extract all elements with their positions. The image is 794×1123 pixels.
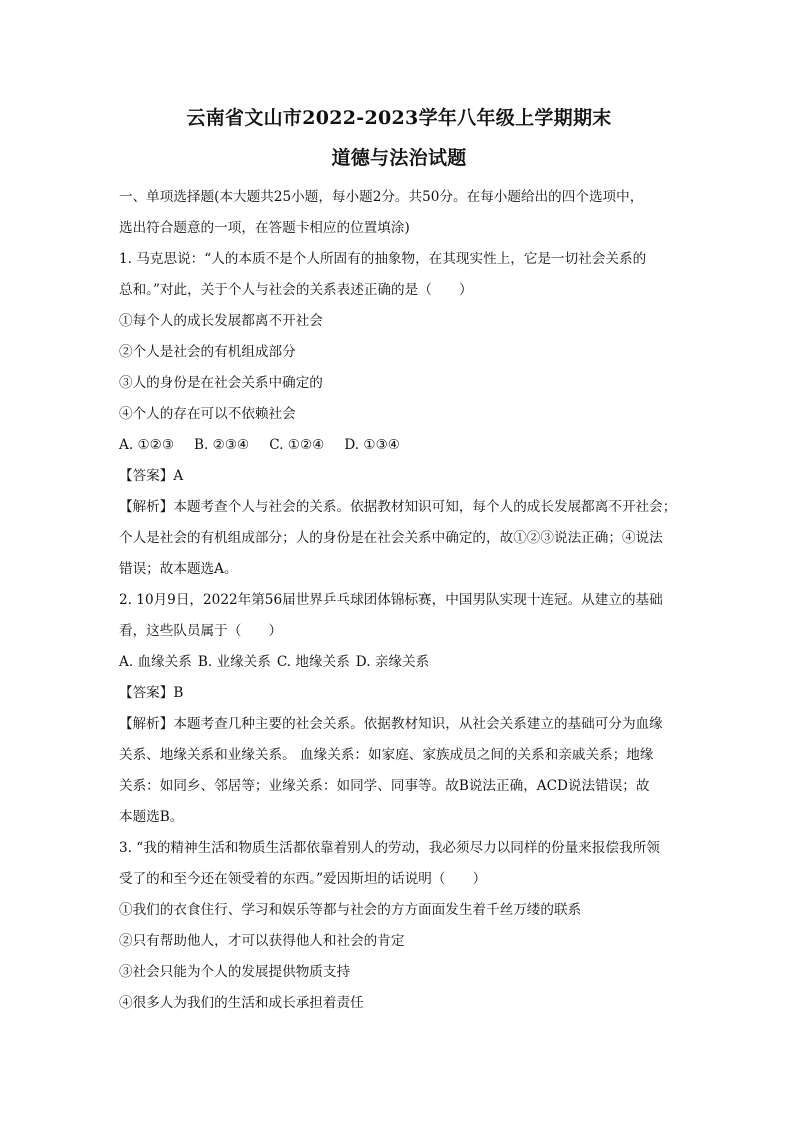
question-1-options <box>119 430 679 461</box>
question-2-option-c: C. 地缘关系 <box>276 654 350 670</box>
question-1-statement-4: ④个人的存在可以不依赖社会 <box>119 406 296 422</box>
question-3-statement-1: ①我们的衣食住行、学习和娱乐等都与社会的方方面面发生着千丝万缕的联系 <box>119 902 582 918</box>
question-1-answer: 【答案】A <box>119 468 184 484</box>
question-2-stem-line1: 2. 10月9日，2022年第56届世界乒乓球团体锦标赛，中国男队实现十连冠。从建立的基础 <box>119 592 663 608</box>
question-1-option-d: D. ①③④ <box>344 437 400 453</box>
section-heading-line1: 一、单项选择题(本大题共25小题，每小题2分。共50分。在每小题给出的四个选项中， <box>119 189 644 205</box>
question-1-analysis-line1: 【解析】本题考查个人与社会的关系。依据教材知识可知，每个人的成长发展都离不开社会； <box>119 499 677 515</box>
question-2-analysis-line1: 【解析】本题考查几种主要的社会关系。依据教材知识，从社会关系建立的基础可分为血缘 <box>119 716 663 732</box>
question-2-analysis-line4: 本题选B。 <box>119 809 184 825</box>
question-3-stem-line2: 受了的和至今还在领受着的东西。”爱因斯坦的话说明（ ） <box>119 871 487 887</box>
question-1-option-c: C. ①②④ <box>269 437 325 453</box>
question-3-statement-2: ②只有帮助他人，才可以获得他人和社会的肯定 <box>119 933 405 949</box>
question-1-option-b: B. ②③④ <box>194 437 250 453</box>
question-1-analysis-line2: 个人是社会的有机组成部分；人的身份是在社会关系中确定的，故①②③说法正确；④说法 <box>119 530 663 546</box>
question-1-statement-3: ③人的身份是在社会关系中确定的 <box>119 375 323 391</box>
document-title-line2: 道德与法治试题 <box>331 147 467 169</box>
question-1-option-a: A. ①②③ <box>119 437 175 453</box>
question-2-option-b: B. 业缘关系 <box>197 654 271 670</box>
question-3-statement-3: ③社会只能为个人的发展提供物质支持 <box>119 964 351 980</box>
section-heading-line2: 选出符合题意的一项，在答题卡相应的位置填涂) <box>119 220 410 236</box>
question-2-analysis-line2: 关系、地缘关系和业缘关系。 血缘关系：如家庭、家族成员之间的关系和亲戚关系；地缘 <box>119 747 654 763</box>
question-1-statement-2: ②个人是社会的有机组成部分 <box>119 344 296 360</box>
question-1-analysis-line3: 错误；故本题选A。 <box>119 561 238 577</box>
question-1-stem-line2: 总和。”对此，关于个人与社会的关系表述正确的是（ ） <box>119 282 473 298</box>
question-3-statement-4: ④很多人为我们的生活和成长承担着责任 <box>119 995 364 1011</box>
question-2 <box>119 585 679 833</box>
question-2-analysis-line3: 关系：如同乡、邻居等；业缘关系：如同学、同事等。故B说法正确，ACD说法错误；故 <box>119 778 650 794</box>
question-3 <box>119 833 679 1019</box>
question-2-option-a: A. 血缘关系 <box>119 654 192 670</box>
question-2-stem-line2: 看，这些队员属于（ ） <box>119 623 283 639</box>
question-2-options <box>119 647 679 678</box>
question-2-option-d: D. 亲缘关系 <box>355 654 430 670</box>
question-2-answer: 【答案】B <box>119 685 184 701</box>
question-1-stem-line1: 1. 马克思说：“人的本质不是个人所固有的抽象物，在其现实性上，它是一切社会关系的 <box>119 251 647 267</box>
document-title-line1: 云南省文山市2022-2023学年八年级上学期期末 <box>186 107 612 129</box>
question-3-stem-line1: 3. “我的精神生活和物质生活都依靠着别人的劳动，我必须尽力以同样的份量来报偿我所领 <box>119 840 660 856</box>
question-1 <box>119 244 679 585</box>
document-body <box>119 100 679 1019</box>
question-1-statement-1: ①每个人的成长发展都离不开社会 <box>119 313 323 329</box>
